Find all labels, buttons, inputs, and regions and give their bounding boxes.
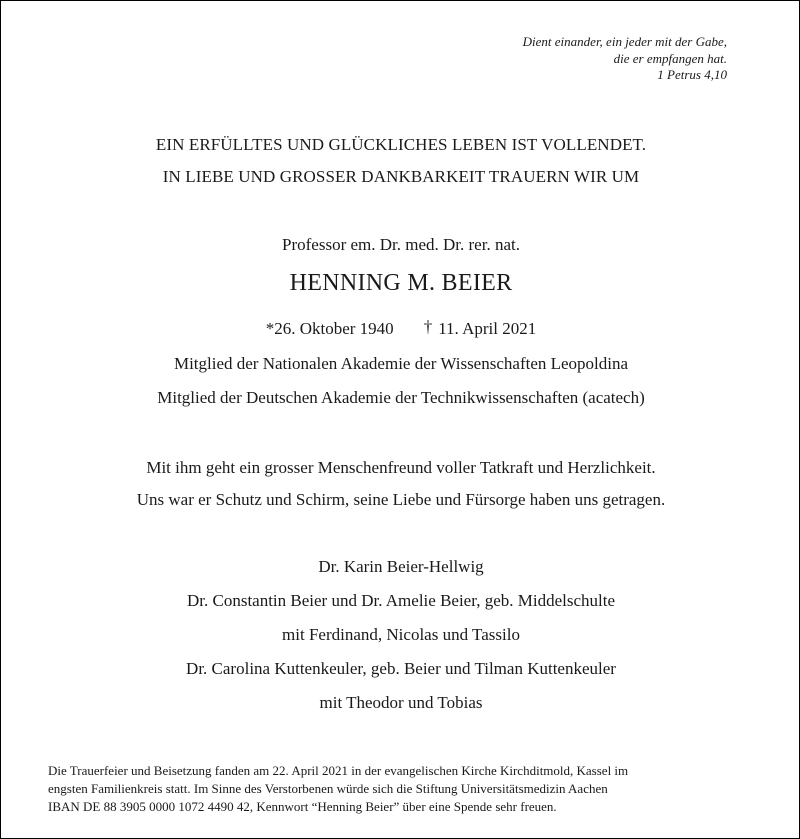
footer-line-2: engsten Familienkreis statt. Im Sinne des Verstorbenen würde sich die Stiftung Universitätsmedizin Aachen: [48, 781, 608, 796]
verse-reference: 1 Petrus 4,10: [657, 67, 727, 82]
birth-date: *26. Oktober 1940: [265, 319, 394, 338]
verse-line-1: Dient einander, ein jeder mit der Gabe,: [522, 34, 727, 49]
mourner-line: Dr. Constantin Beier und Dr. Amelie Beier, geb. Middelschulte: [186, 591, 616, 610]
academic-title: Professor em. Dr. med. Dr. rer. nat.: [282, 235, 520, 254]
membership-acatech: Mitglied der Deutschen Akademie der Technikwissenschaften (acatech): [157, 388, 645, 407]
intro-line-1: EIN ERFÜLLTES UND GLÜCKLICHES LEBEN IST VOLLENDET.: [155, 135, 647, 154]
tribute-line-2: Uns war er Schutz und Schirm, seine Liebe und Fürsorge haben uns getragen.: [136, 490, 666, 509]
mourner-line: mit Theodor und Tobias: [319, 693, 483, 712]
footer-line-1: Die Trauerfeier und Beisetzung fanden am 22. April 2021 in der evangelischen Kirche Kirchditmold, Kassel im: [48, 763, 629, 778]
mourner-line: Dr. Carolina Kuttenkeuler, geb. Beier und Tilman Kuttenkeuler: [186, 659, 616, 678]
death-date: 11. April 2021: [438, 319, 537, 338]
funeral-info: [48, 762, 728, 816]
verse-line-2: die er empfangen hat.: [613, 50, 727, 66]
bible-verse: [523, 34, 727, 84]
life-dates: [1, 319, 800, 339]
footer-line-3: IBAN DE 88 3905 0000 1072 4490 42, Kennwort “Henning Beier” über eine Spende sehr freuen.: [48, 799, 557, 814]
intro-line-2: IN LIEBE UND GROSSER DANKBARKEIT TRAUERN WIR UM: [162, 167, 640, 186]
tribute-line-1: Mit ihm geht ein grosser Menschenfreund voller Tatkraft und Herzlichkeit.: [146, 458, 656, 477]
cross-icon: †: [423, 317, 433, 336]
deceased-name: HENNING M. BEIER: [289, 270, 513, 296]
mourner-line: mit Ferdinand, Nicolas und Tassilo: [282, 625, 520, 644]
membership-leopoldina: Mitglied der Nationalen Akademie der Wissenschaften Leopoldina: [173, 354, 629, 373]
mourner-line: Dr. Karin Beier-Hellwig: [318, 557, 484, 576]
